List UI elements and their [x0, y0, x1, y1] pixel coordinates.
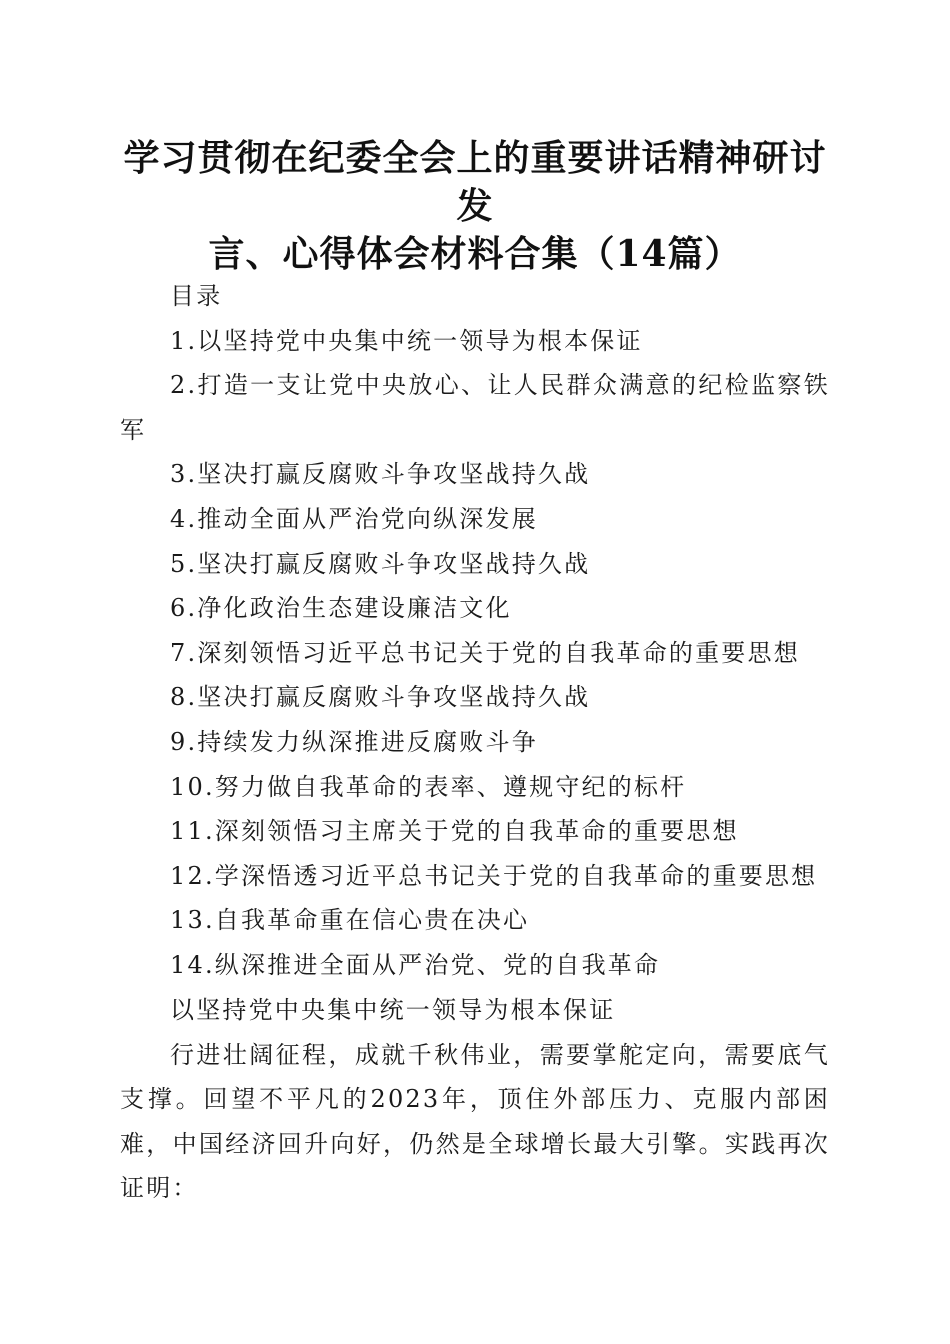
document-title-line-1: 学习贯彻在纪委全会上的重要讲话精神研讨发	[123, 137, 827, 227]
toc-item-1: 1.以坚持党中央集中统一领导为根本保证	[170, 326, 643, 355]
toc-item-12: 12.学深悟透习近平总书记关于党的自我革命的重要思想	[170, 861, 818, 890]
toc-item-3: 3.坚决打赢反腐败斗争攻坚战持久战	[170, 460, 591, 489]
toc-item-2: 2.打造一支让党中央放心、让人民群众满意的纪检监察铁军	[120, 371, 830, 444]
toc-item-14: 14.纵深推进全面从严治党、党的自我革命	[170, 950, 661, 979]
table-of-contents	[120, 274, 830, 988]
toc-item-4: 4.推动全面从严治党向纵深发展	[170, 504, 538, 533]
toc-item-10: 10.努力做自我革命的表率、遵规守纪的标杆	[170, 772, 687, 801]
document-title	[110, 134, 840, 278]
toc-item-8: 8.坚决打赢反腐败斗争攻坚战持久战	[170, 683, 591, 712]
toc-item-6: 6.净化政治生态建设廉洁文化	[170, 594, 512, 623]
section-body	[120, 988, 830, 1211]
document-title-line-2: 言、心得体会材料合集（14篇）	[208, 233, 742, 275]
toc-item-7: 7.深刻领悟习近平总书记关于党的自我革命的重要思想	[170, 638, 800, 667]
toc-item-9: 9.持续发力纵深推进反腐败斗争	[170, 727, 538, 756]
section-heading: 以坚持党中央集中统一领导为根本保证	[170, 996, 616, 1024]
toc-item-5: 5.坚决打赢反腐败斗争攻坚战持久战	[170, 549, 591, 578]
toc-heading: 目录	[170, 282, 223, 310]
toc-item-11: 11.深刻领悟习主席关于党的自我革命的重要思想	[170, 817, 739, 846]
section-paragraph: 行进壮阔征程，成就千秋伟业，需要掌舵定向，需要底气支撑。回望不平凡的2023年，顶住外部压力、克服内部困难，中国经济回升向好，仍然是全球增长最大引擎。实践再次证明：	[120, 1040, 830, 1203]
toc-item-13: 13.自我革命重在信心贵在决心	[170, 906, 530, 935]
